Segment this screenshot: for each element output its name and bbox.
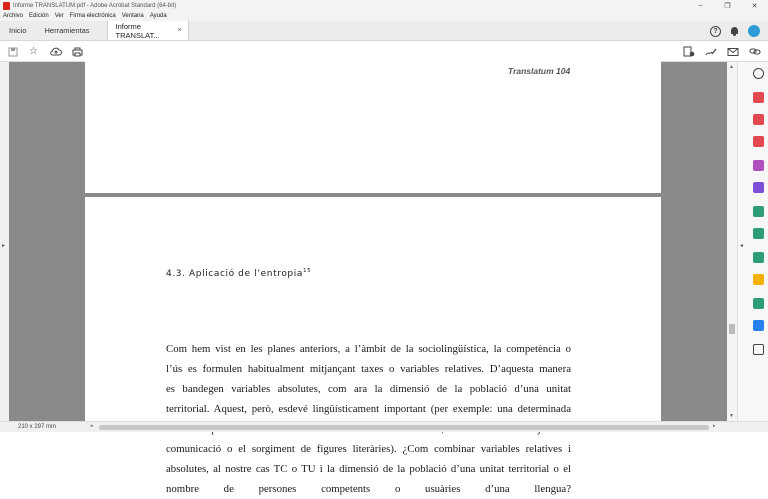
scroll-up-icon[interactable]: ▲ — [729, 64, 734, 70]
help-icon[interactable]: ? — [710, 26, 721, 37]
tab-document[interactable] — [107, 21, 189, 40]
edit-pdf-icon[interactable] — [753, 136, 764, 147]
section-heading — [166, 268, 311, 279]
tab-tools[interactable]: Herramientas — [44, 26, 90, 35]
scrollbar-thumb[interactable] — [729, 324, 735, 334]
menu-ver[interactable]: Ver — [54, 13, 64, 19]
page-size-label: 210 x 297 mm — [18, 424, 57, 430]
menu-ayuda[interactable]: Ayuda — [149, 13, 167, 19]
menu-edicion[interactable]: Edición — [29, 13, 49, 19]
body-line: comunicació o el sorgiment de figures literàries). ¿Com combinar variables relatives i — [166, 443, 571, 455]
create-pdf-icon[interactable] — [753, 92, 764, 103]
pdf-page-current — [85, 197, 661, 497]
organize-pages-icon[interactable] — [753, 160, 764, 171]
expand-left-icon[interactable]: ▸ — [2, 243, 6, 249]
menu-firma-electronica[interactable]: Firma electrónica — [69, 13, 116, 19]
upload-cloud-icon[interactable] — [49, 45, 62, 58]
restore-button[interactable]: ❐ — [724, 2, 731, 10]
window-title: Informe TRANSLATUM.pdf - Adobe Acrobat Standard (64-bit) — [13, 2, 177, 9]
vertical-scrollbar[interactable] — [727, 62, 737, 421]
body-line: territorial. Aquest, però, esdevé lingüísticament important (per exemple: una determinada — [166, 403, 571, 415]
search-zoom-icon[interactable] — [753, 68, 764, 79]
save-icon[interactable] — [6, 45, 19, 58]
avatar[interactable] — [748, 25, 760, 37]
more-tools-icon[interactable] — [753, 344, 764, 355]
scroll-left-icon[interactable]: ◂ — [90, 423, 93, 429]
comment-side-icon[interactable] — [753, 274, 764, 285]
section-heading-text: 4.3. Aplicació de l’entropia — [166, 269, 303, 279]
print-icon[interactable] — [71, 45, 84, 58]
body-line: absolutes, al nostre cas TC o TU i la dimensió de la població d’una unitat territorial o el — [166, 463, 571, 475]
horizontal-scrollbar[interactable] — [99, 425, 709, 430]
scroll-right-icon[interactable]: ▸ — [713, 423, 716, 429]
request-sign-icon[interactable] — [753, 252, 764, 263]
bookmark-star-icon[interactable]: ☆ — [29, 45, 38, 57]
convert-icon[interactable] — [753, 228, 764, 239]
scroll-down-icon[interactable]: ▼ — [729, 413, 734, 419]
body-line: nombre de persones competents o usuàries d’una llengua? — [166, 483, 571, 495]
share-file-icon[interactable] — [682, 45, 695, 58]
acrobat-pdf-icon — [3, 2, 10, 10]
document-tab-label: Informe TRANSLAT... — [115, 21, 160, 40]
footnote-reference[interactable]: 15 — [302, 268, 312, 274]
compress-icon[interactable] — [753, 206, 764, 217]
running-header: Translatum 104 — [508, 66, 571, 76]
body-paragraph — [166, 339, 571, 499]
window-controls — [687, 0, 768, 11]
pdf-page-previous — [85, 42, 661, 193]
body-line: es bandegen variables absolutes, com ara la dimensió de la població d’una unitat — [166, 383, 571, 395]
print-production-icon[interactable] — [753, 298, 764, 309]
minimize-button[interactable]: – — [698, 2, 703, 9]
close-window-button[interactable]: ✕ — [751, 2, 758, 10]
edit-sign-icon[interactable] — [704, 45, 717, 58]
title-bar — [0, 0, 768, 11]
status-bar — [0, 421, 768, 432]
body-line: l’ús es formulen habitualment mitjançant taxes o variables relatives. D’aquesta manera — [166, 363, 571, 375]
mail-icon[interactable] — [726, 45, 739, 58]
body-line: Com hem vist en les planes anteriors, a l’àmbit de la sociolingüística, la competència o — [166, 343, 571, 355]
close-tab-icon[interactable]: × — [177, 27, 182, 34]
tab-home[interactable]: Inicio — [9, 26, 27, 35]
protect-icon[interactable] — [753, 320, 764, 331]
left-panel-toggle[interactable] — [0, 62, 9, 421]
collapse-panel-icon[interactable]: ◂ — [740, 243, 744, 249]
link-icon[interactable] — [748, 45, 761, 58]
menu-ventana[interactable]: Ventana — [121, 13, 144, 19]
account-area — [710, 21, 760, 41]
fill-sign-side-icon[interactable] — [753, 182, 764, 193]
menu-archivo[interactable]: Archivo — [3, 13, 24, 19]
tools-side-panel — [737, 62, 768, 421]
tab-bar — [0, 21, 768, 41]
export-pdf-icon[interactable] — [753, 114, 764, 125]
menu-bar — [0, 11, 768, 21]
notifications-bell-icon[interactable] — [730, 26, 739, 36]
